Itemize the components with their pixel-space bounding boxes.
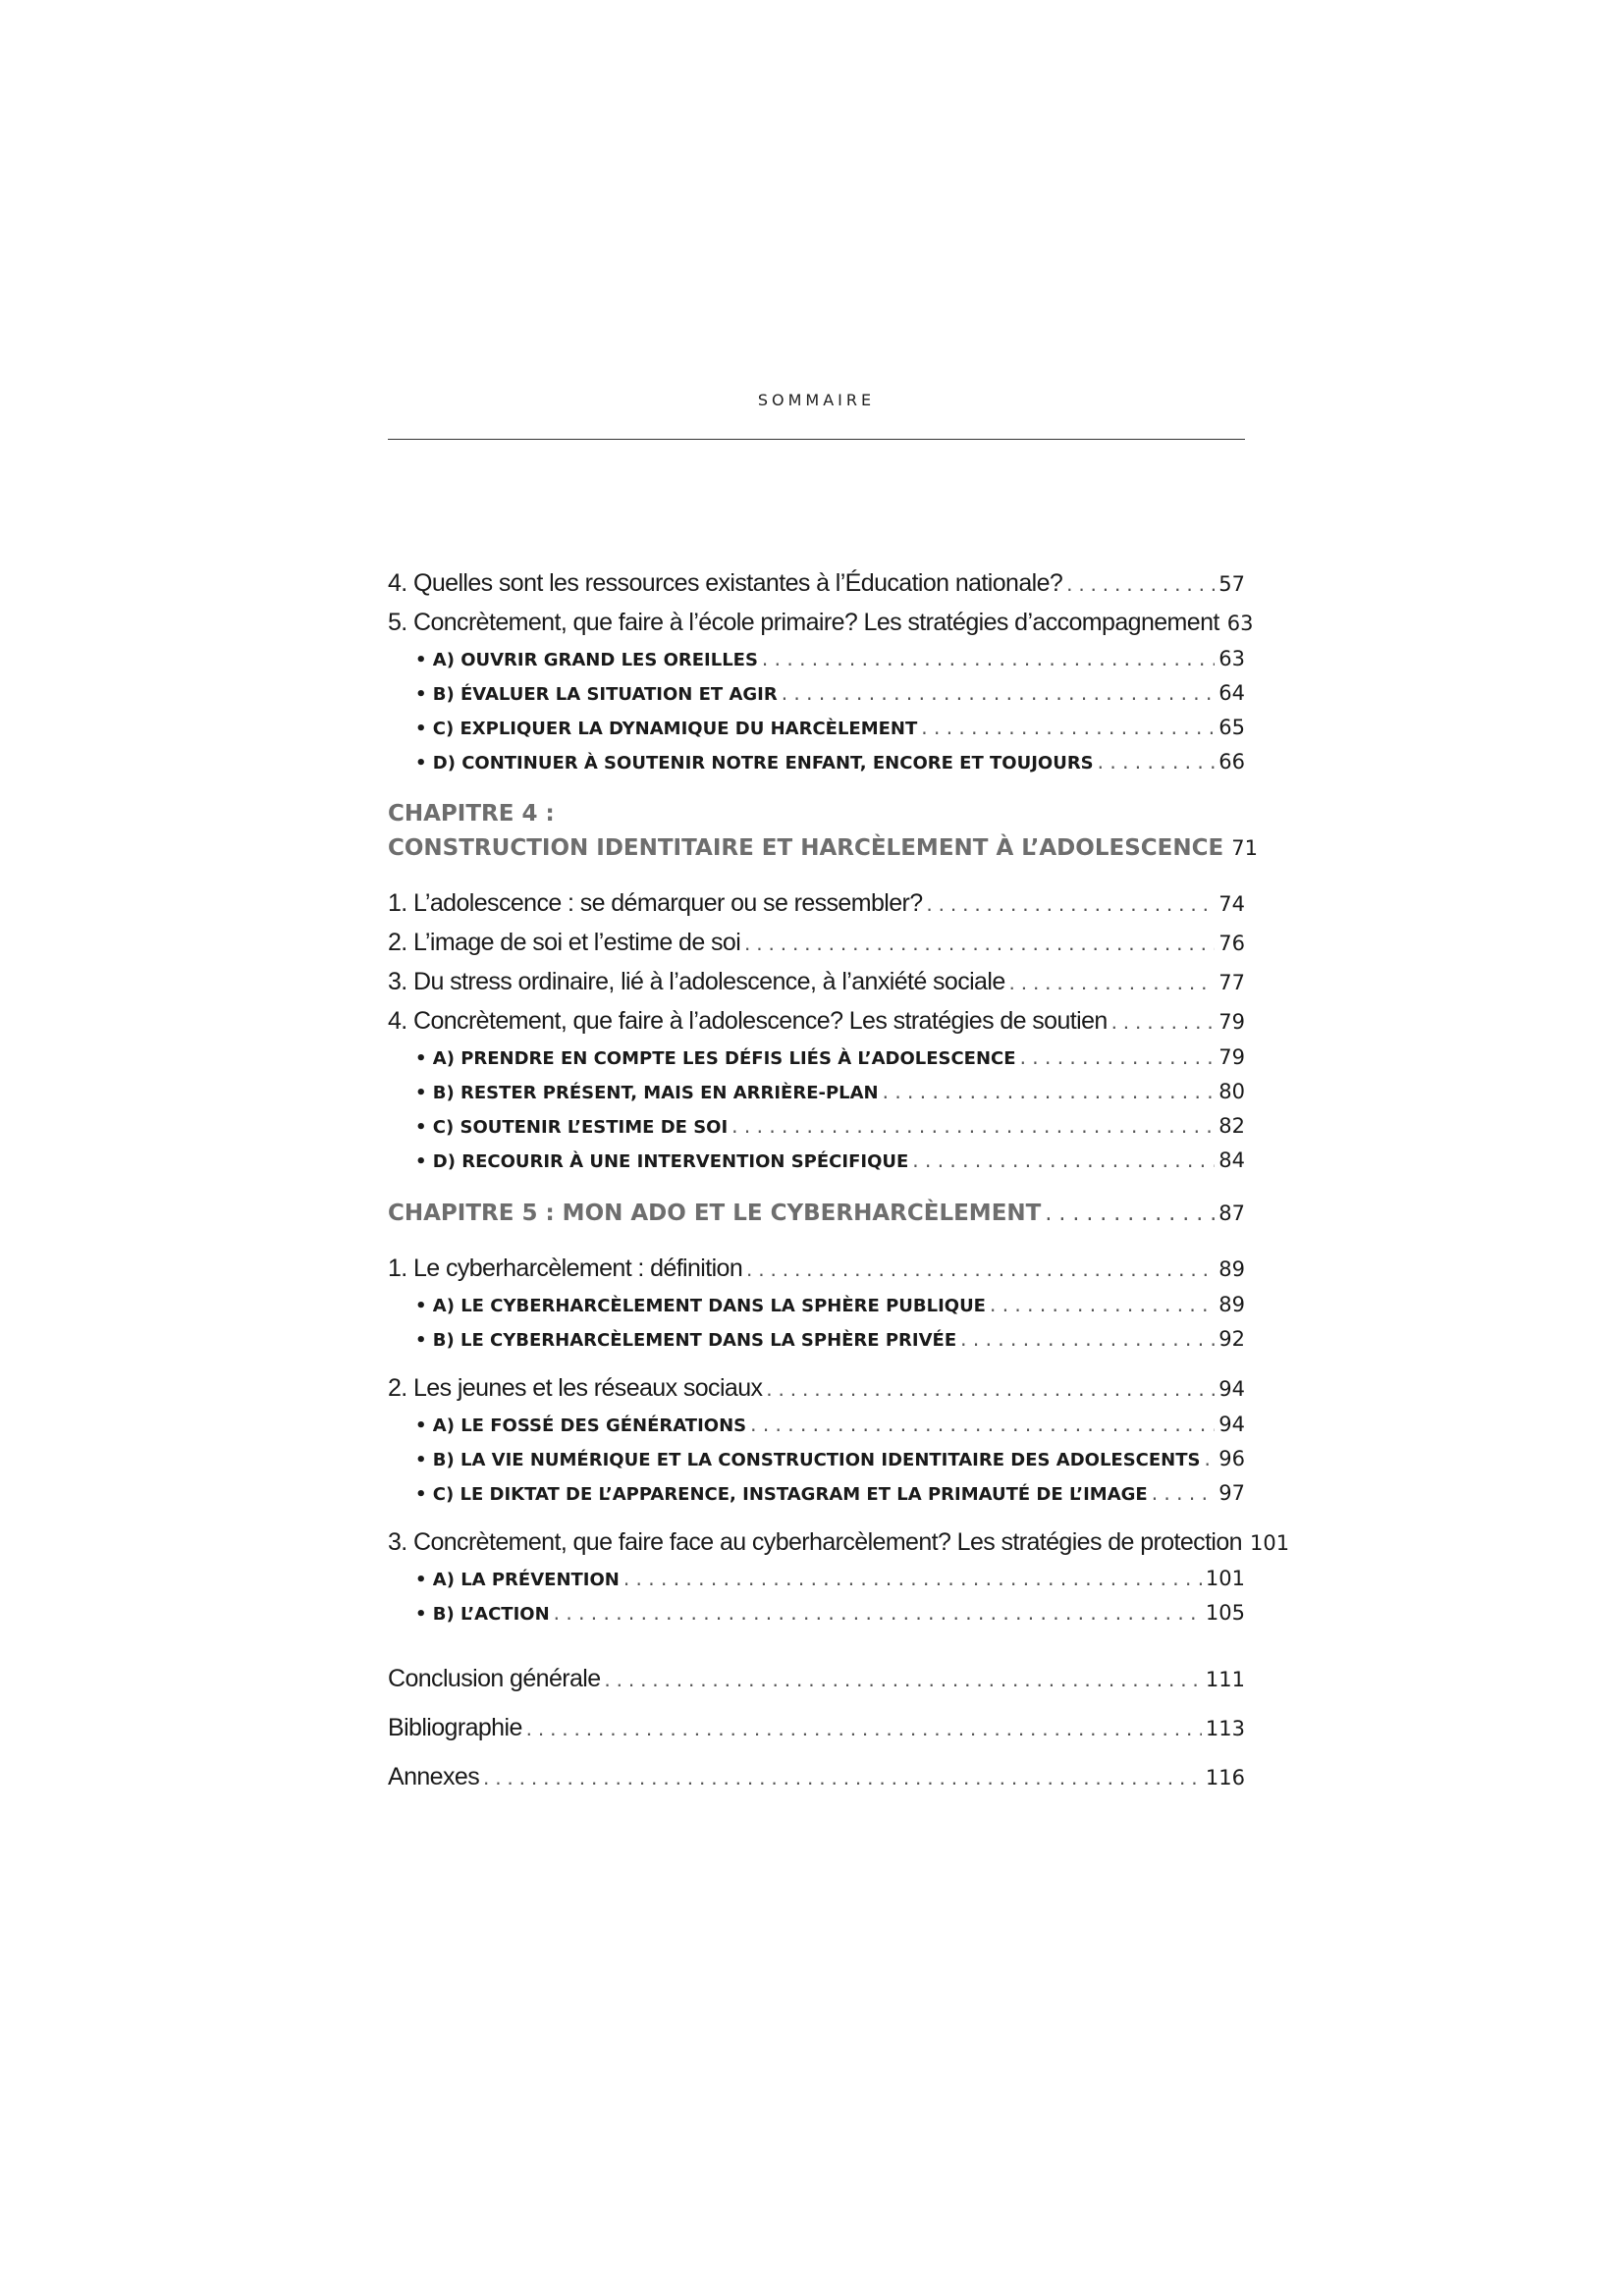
toc-entry-label: 4. Concrètement, que faire à l’adolescence? Les stratégies de soutien [388,1007,1108,1035]
dot-leader [731,1109,1215,1144]
dot-leader [1204,1442,1215,1476]
toc-page-number: 116 [1205,1766,1245,1789]
toc-subentry-label: • D) RECOURIR À UNE INTERVENTION SPÉCIFIQUE [415,1151,909,1172]
chapter-4-heading[interactable] [388,830,1258,866]
toc-entry-label: 2. Les jeunes et les réseaux sociaux [388,1374,763,1402]
toc-subentry-label: • A) LE FOSSÉ DES GÉNÉRATIONS [415,1415,747,1436]
dot-leader [1111,1002,1216,1041]
toc-subentry[interactable] [388,642,1245,676]
toc-page-number: 74 [1218,892,1245,916]
toc-entry[interactable] [388,1249,1245,1288]
toc-subentry[interactable] [388,1442,1245,1476]
toc-entry[interactable] [388,1703,1245,1752]
toc-entry[interactable] [388,1368,1245,1408]
dot-leader [623,1562,1202,1596]
dot-leader [605,1655,1202,1704]
toc-subentry[interactable] [388,1041,1245,1075]
toc-page-number: 80 [1218,1080,1245,1103]
toc-page-number: 92 [1218,1327,1245,1351]
dot-leader [1009,963,1216,1002]
dot-leader [1152,1476,1216,1511]
chapter-4-title: CONSTRUCTION IDENTITAIRE ET HARCÈLEMENT À L’ADOLESCENCE [388,835,1224,861]
dot-leader [927,884,1216,924]
toc-entry[interactable] [388,883,1245,923]
toc-page-number: 113 [1205,1717,1245,1740]
toc-entry[interactable] [388,1522,1290,1562]
header-rule [388,439,1245,440]
dot-leader [526,1704,1202,1753]
toc-subentry-label: • C) EXPLIQUER LA DYNAMIQUE DU HARCÈLEMENT [415,719,918,739]
toc-entry[interactable] [388,1654,1245,1703]
toc-entry-label: Annexes [388,1763,480,1790]
toc-entry-label: 2. L’image de soi et l’estime de soi [388,929,741,956]
toc-entry[interactable] [388,1001,1245,1041]
toc-subentry[interactable] [388,1408,1245,1442]
toc-entry[interactable] [388,923,1245,962]
toc-subentry-label: • B) LA VIE NUMÉRIQUE ET LA CONSTRUCTION IDENTITAIRE DES ADOLESCENTS [415,1450,1201,1470]
toc-page-number: 71 [1231,836,1258,860]
running-head: SOMMAIRE [757,391,876,409]
toc-subentry[interactable] [388,1288,1245,1322]
dot-leader [750,1408,1215,1442]
toc-subentry[interactable] [388,1144,1245,1178]
toc-page-number: 101 [1249,1531,1290,1555]
toc-page-number: 94 [1218,1377,1245,1401]
dot-leader [1066,564,1215,604]
toc-entry-label: 3. Du stress ordinaire, lié à l’adolescence, à l’anxiété sociale [388,968,1005,995]
toc-entry-label: 1. Le cyberharcèlement : définition [388,1255,743,1282]
dot-leader [744,924,1215,963]
toc-page-number: 63 [1218,647,1245,670]
toc-subentry[interactable] [388,745,1245,779]
toc-subentry[interactable] [388,1562,1245,1596]
toc-page-number: 105 [1205,1601,1245,1625]
toc-entry-label: 3. Concrètement, que faire face au cyberharcèlement? Les stratégies de protection [388,1528,1242,1556]
toc-subentry[interactable] [388,1476,1245,1511]
dot-leader [883,1075,1216,1109]
toc-entry-label: Bibliographie [388,1714,522,1741]
toc-entry-label: Conclusion générale [388,1665,601,1692]
toc-entry[interactable] [388,962,1245,1001]
toc-page-number: 111 [1205,1668,1245,1691]
toc-page-number: 84 [1218,1148,1245,1172]
dot-leader [782,676,1216,711]
toc-entry[interactable] [388,563,1245,603]
toc-subentry-label: • B) ÉVALUER LA SITUATION ET AGIR [415,684,778,705]
dot-leader [990,1288,1215,1322]
dot-leader [1098,745,1216,779]
toc-page-number: 87 [1218,1201,1245,1225]
toc-entry-label: 5. Concrètement, que faire à l’école primaire? Les stratégies d’accompagnement [388,609,1219,636]
dot-leader [766,1369,1215,1409]
toc-subentry-label: • C) LE DIKTAT DE L’APPARENCE, INSTAGRAM ET LA PRIMAUTÉ DE L’IMAGE [415,1484,1148,1505]
toc-subentry-label: • A) PRENDRE EN COMPTE LES DÉFIS LIÉS À L’ADOLESCENCE [415,1048,1016,1069]
toc-page-number: 97 [1218,1481,1245,1505]
table-of-contents [388,563,1290,1801]
toc-subentry[interactable] [388,1596,1245,1630]
toc-subentry[interactable] [388,711,1245,745]
toc-entry-label: 1. L’adolescence : se démarquer ou se ressembler? [388,889,923,917]
toc-subentry[interactable] [388,676,1245,711]
toc-page-number: 101 [1205,1567,1245,1590]
toc-subentry-label: • B) LE CYBERHARCÈLEMENT DANS LA SPHÈRE PRIVÉE [415,1330,957,1351]
toc-entry[interactable] [388,603,1254,642]
dot-leader [1045,1197,1215,1232]
toc-page-number: 57 [1218,572,1245,596]
dot-leader [960,1322,1215,1357]
toc-page-number: 76 [1218,932,1245,955]
toc-subentry[interactable] [388,1322,1245,1357]
toc-subentry-label: • D) CONTINUER À SOUTENIR NOTRE ENFANT, ENCORE ET TOUJOURS [415,753,1094,774]
toc-page-number: 64 [1218,681,1245,705]
dot-leader [746,1250,1215,1289]
toc-page-number: 79 [1218,1010,1245,1034]
toc-subentry-label: • A) OUVRIR GRAND LES OREILLES [415,650,758,670]
toc-page-number: 89 [1218,1257,1245,1281]
toc-subentry[interactable] [388,1075,1245,1109]
toc-page-number: 79 [1218,1045,1245,1069]
toc-page-number: 77 [1218,971,1245,994]
dot-leader [762,642,1215,676]
toc-subentry-label: • A) LA PRÉVENTION [415,1570,620,1590]
dot-leader [1020,1041,1216,1075]
toc-subentry[interactable] [388,1109,1245,1144]
chapter-5-heading[interactable] [388,1196,1245,1231]
toc-page-number: 89 [1218,1293,1245,1316]
toc-entry-label: 4. Quelles sont les ressources existantes à l’Éducation nationale? [388,569,1063,597]
toc-page-number: 82 [1218,1114,1245,1138]
toc-subentry-label: • C) SOUTENIR L’ESTIME DE SOI [415,1117,729,1138]
toc-page-number: 63 [1226,612,1254,635]
dot-leader [554,1596,1202,1630]
chapter-4-heading-line1: CHAPITRE 4 : [388,801,555,827]
dot-leader [921,711,1215,745]
chapter-5-title: CHAPITRE 5 : MON ADO ET LE CYBERHARCÈLEMENT [388,1201,1042,1226]
dot-leader [483,1753,1202,1802]
toc-page-number: 65 [1218,716,1245,739]
dot-leader [912,1144,1215,1178]
toc-entry[interactable] [388,1752,1245,1801]
toc-page-number: 66 [1218,750,1245,774]
toc-subentry-label: • B) RESTER PRÉSENT, MAIS EN ARRIÈRE-PLAN [415,1083,879,1103]
toc-page-number: 96 [1218,1447,1245,1470]
toc-subentry-label: • B) L’ACTION [415,1604,550,1625]
toc-subentry-label: • A) LE CYBERHARCÈLEMENT DANS LA SPHÈRE PUBLIQUE [415,1296,986,1316]
toc-page-number: 94 [1218,1413,1245,1436]
